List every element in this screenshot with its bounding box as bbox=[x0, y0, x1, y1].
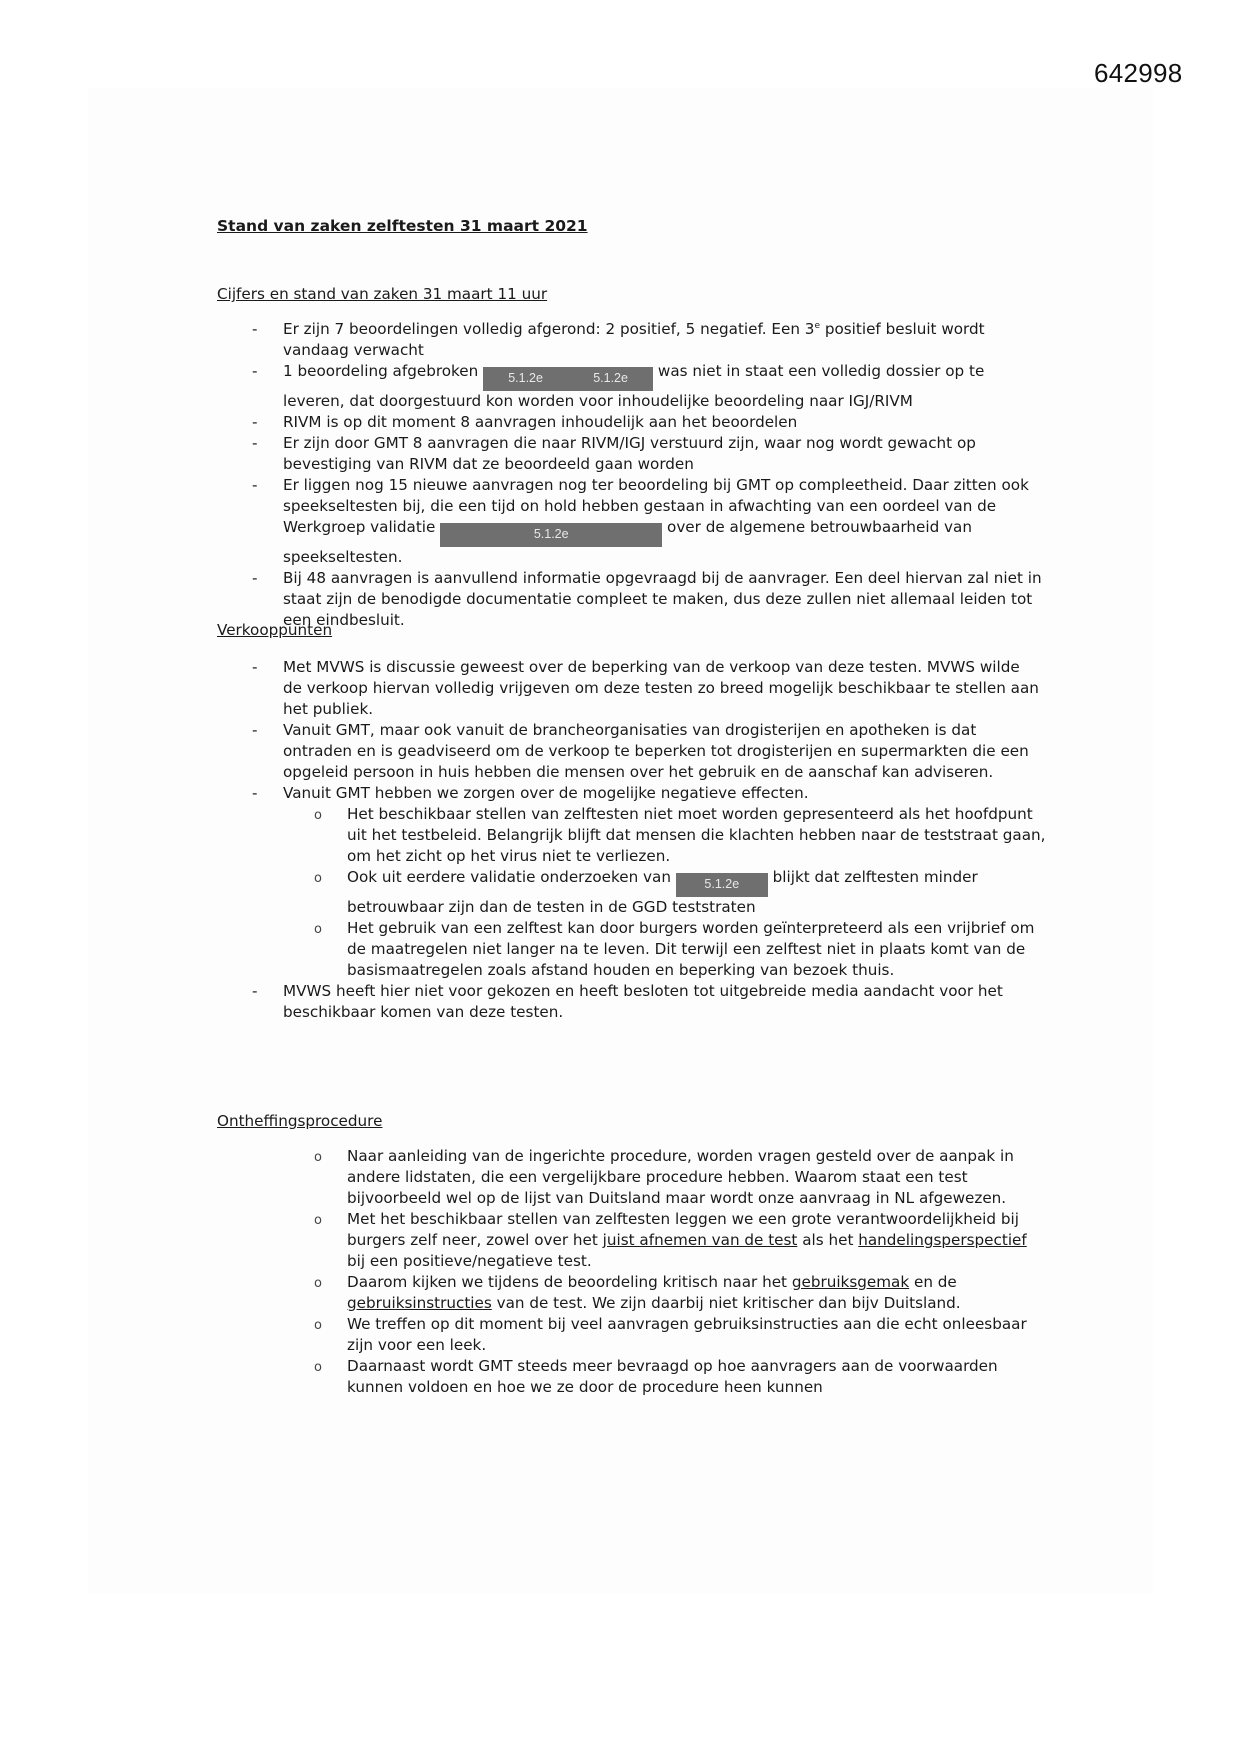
item-text: Het beschikbaar stellen van zelftesten niet moet worden gepresenteerd als het hoofdpunt uit het testbeleid. Belangrijk blijft dat mensen die klachten hebben naar de teststraat gaan, om het zicht op het virus niet te verliezen. bbox=[347, 805, 1046, 865]
list-item bbox=[0, 783, 1043, 804]
redaction-box: 5.1.2e bbox=[676, 873, 768, 897]
item-text: en de bbox=[909, 1273, 957, 1291]
item-text: RIVM is op dit moment 8 aanvragen inhoudelijk aan het beoordelen bbox=[283, 413, 798, 431]
sub-list-item bbox=[0, 1209, 1047, 1272]
document-title: Stand van zaken zelftesten 31 maart 2021 bbox=[217, 217, 588, 235]
circle-bullet: o bbox=[314, 1318, 322, 1333]
circle-bullet: o bbox=[314, 922, 322, 937]
list-item bbox=[0, 361, 1043, 412]
sub-list-item bbox=[0, 867, 1047, 918]
dash-bullet: - bbox=[252, 320, 258, 338]
sub-list-item bbox=[0, 1314, 1047, 1356]
dash-bullet: - bbox=[252, 569, 258, 587]
item-text: Het gebruik van een zelftest kan door burgers worden geïnterpreteerd als een vrijbrief om de maatregelen niet langer na te leven. Dit terwijl een zelftest niet in plaats komt van de basismaatregelen zoals afstand houden en beperking van bezoek thuis. bbox=[347, 919, 1035, 979]
item-text: als het bbox=[797, 1231, 859, 1249]
underlined-phrase: gebruiksgemak bbox=[791, 1273, 910, 1291]
item-text: Met MVWS is discussie geweest over de beperking van de verkoop van deze testen. MVWS wilde de verkoop hiervan volledig vrijgeven om deze testen zo breed mogelijk beschikbaar te stellen aan het publiek. bbox=[283, 658, 1039, 718]
redaction-box: 5.1.2e bbox=[483, 367, 568, 391]
circle-bullet: o bbox=[314, 871, 322, 886]
item-text: positief besluit wordt vandaag verwacht bbox=[283, 320, 985, 359]
circle-bullet: o bbox=[314, 1276, 322, 1291]
item-text: Vanuit GMT, maar ook vanuit de brancheorganisaties van drogisterijen en apotheken is dat ontraden en is geadviseerd om de verkoop te beperken tot drogisterijen en supermarkten die een opgeleid persoon in huis hebben die mensen over het gebruik en de aanschaf kan adviseren. bbox=[283, 721, 1029, 781]
sub-list-item bbox=[0, 804, 1047, 867]
document-id-stamp: 642998 bbox=[1094, 58, 1183, 88]
sub-list-item bbox=[0, 1356, 1047, 1398]
item-text: 1 beoordeling afgebroken bbox=[283, 362, 484, 380]
underlined-phrase: handelingsperspectief bbox=[858, 1231, 1027, 1249]
section-heading-ontheffingsprocedure: Ontheffingsprocedure bbox=[217, 1112, 383, 1130]
underlined-phrase: gebruiksinstructies bbox=[347, 1294, 492, 1312]
item-text: Daarnaast wordt GMT steeds meer bevraagd op hoe aanvragers aan de voorwaarden kunnen voldoen en hoe we ze door de procedure heen kunnen bbox=[347, 1357, 998, 1396]
circle-bullet: o bbox=[314, 1360, 322, 1375]
item-text: Er zijn door GMT 8 aanvragen die naar RIVM/IGJ verstuurd zijn, waar nog wordt gewacht op bevestiging van RIVM dat ze beoordeeld gaan worden bbox=[283, 434, 976, 473]
list-item bbox=[0, 720, 1043, 783]
item-text: Naar aanleiding van de ingerichte procedure, worden vragen gesteld over de aanpak in andere lidstaten, die een vergelijkbare procedure hebben. Waarom staat een test bijvoorbeeld wel op de lijst van Duitsland maar wordt onze aanvraag in NL afgewezen. bbox=[347, 1147, 1014, 1207]
section-heading-verkooppunten: Verkooppunten bbox=[217, 621, 333, 639]
redaction-box: 5.1.2e bbox=[440, 523, 662, 547]
list-item bbox=[0, 475, 1043, 568]
underlined-phrase: juist afnemen van de test bbox=[602, 1231, 798, 1249]
list-item bbox=[0, 412, 1043, 433]
dash-bullet: - bbox=[252, 982, 258, 1000]
item-text: over de algemene betrouwbaarheid van speekseltesten. bbox=[283, 518, 972, 566]
item-text: bij een positieve/negatieve test. bbox=[347, 1252, 592, 1270]
item-text: We treffen op dit moment bij veel aanvragen gebruiksinstructies aan die echt onleesbaar zijn voor een leek. bbox=[347, 1315, 1027, 1354]
sub-list-item bbox=[0, 1146, 1047, 1209]
list-item bbox=[0, 568, 1043, 631]
verkooppunten-list bbox=[0, 657, 1241, 1023]
ontheffing-list bbox=[0, 1146, 1241, 1398]
item-text: Vanuit GMT hebben we zorgen over de mogelijke negatieve effecten. bbox=[283, 784, 809, 802]
sub-list-item bbox=[0, 918, 1047, 981]
superscript: e bbox=[814, 320, 820, 331]
cijfers-list bbox=[0, 319, 1241, 631]
item-text: Daarom kijken we tijdens de beoordeling kritisch naar het bbox=[347, 1273, 792, 1291]
circle-bullet: o bbox=[314, 808, 322, 823]
circle-bullet: o bbox=[314, 1150, 322, 1165]
dash-bullet: - bbox=[252, 434, 258, 452]
circle-bullet: o bbox=[314, 1213, 322, 1228]
list-item bbox=[0, 319, 1043, 361]
list-item bbox=[0, 657, 1043, 720]
item-text: blijkt dat zelftesten minder betrouwbaar zijn dan de testen in de GGD teststraten bbox=[347, 868, 978, 916]
section-heading-cijfers: Cijfers en stand van zaken 31 maart 11 uur bbox=[217, 285, 548, 303]
item-text: Er liggen nog 15 nieuwe aanvragen nog ter beoordeling bij GMT op compleetheid. Daar zitten ook speekseltesten bij, die een tijd on hold hebben gestaan in afwachting van een oordeel van de Werkgroep validatie bbox=[283, 476, 1029, 536]
dash-bullet: - bbox=[252, 476, 258, 494]
item-text: van de test. We zijn daarbij niet kritischer dan bijv Duitsland. bbox=[491, 1294, 961, 1312]
dash-bullet: - bbox=[252, 362, 258, 380]
dash-bullet: - bbox=[252, 721, 258, 739]
item-text: Bij 48 aanvragen is aanvullend informatie opgevraagd bij de aanvrager. Een deel hiervan zal niet in staat zijn de benodigde documentatie compleet te maken, dus deze zullen niet allemaal leiden tot een eindbesluit. bbox=[283, 569, 1042, 629]
item-text: Met het beschikbaar stellen van zelftesten leggen we een grote verantwoordelijkheid bij burgers zelf neer, zowel over het bbox=[347, 1210, 1019, 1249]
sub-list-item bbox=[0, 1272, 1047, 1314]
item-text: Er zijn 7 beoordelingen volledig afgerond: 2 positief, 5 negatief. Een 3 bbox=[283, 320, 815, 338]
list-item bbox=[0, 433, 1043, 475]
dash-bullet: - bbox=[252, 784, 258, 802]
list-item bbox=[0, 981, 1043, 1023]
redaction-box: 5.1.2e bbox=[568, 367, 653, 391]
item-text: was niet in staat een volledig dossier op te leveren, dat doorgestuurd kon worden voor inhoudelijke beoordeling naar IGJ/RIVM bbox=[283, 362, 985, 410]
item-text: MVWS heeft hier niet voor gekozen en heeft besloten tot uitgebreide media aandacht voor het beschikbaar komen van deze testen. bbox=[283, 982, 1003, 1021]
item-text: Ook uit eerdere validatie onderzoeken van bbox=[347, 868, 676, 886]
dash-bullet: - bbox=[252, 413, 258, 431]
dash-bullet: - bbox=[252, 658, 258, 676]
